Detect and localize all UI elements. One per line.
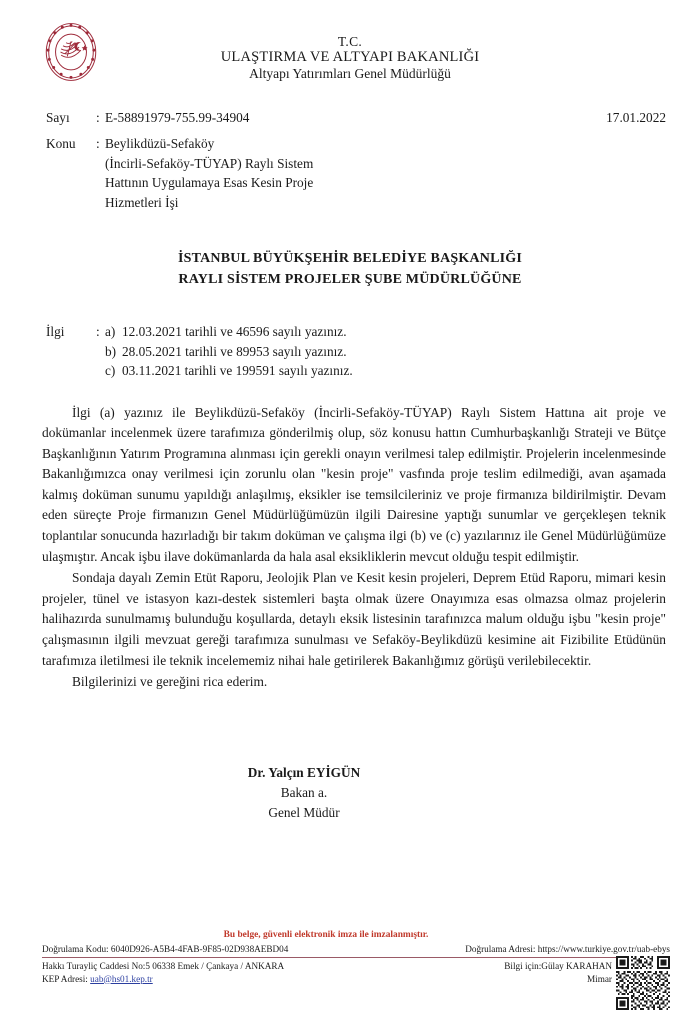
header-line-department: Altyapı Yatırımları Genel Müdürlüğü xyxy=(249,66,451,81)
signer-name: Dr. Yalçın EYİGÜN xyxy=(247,764,361,780)
ilgi-label: İlgi xyxy=(46,324,65,339)
verification-code-label: Doğrulama Kodu: xyxy=(42,943,109,954)
recipient-line-1: İSTANBUL BÜYÜKŞEHİR BELEDİYE BAŞKANLIĞI xyxy=(177,251,523,266)
office-address: Hakkı Turayliç Caddesi No:5 06338 Emek / Çankaya / ANKARA xyxy=(42,961,285,971)
ilgi-text-c: 03.11.2021 tarihli ve 199591 sayılı yazınız. xyxy=(122,363,353,378)
sayi-label: Sayı xyxy=(46,110,70,125)
contact-role: Mimar xyxy=(586,973,612,984)
ilgi-text-b: 28.05.2021 tarihli ve 89953 sayılı yazınız. xyxy=(122,343,347,359)
verification-address-value[interactable]: https://www.turkiye.gov.tr/uab-ebys xyxy=(537,943,670,954)
verification-row xyxy=(42,943,670,958)
footer-bottom-row xyxy=(42,960,670,1006)
konu-value xyxy=(105,134,666,212)
document-header xyxy=(0,0,700,92)
konu-label: Konu xyxy=(46,136,76,151)
document-meta xyxy=(0,108,700,212)
signer-title-1: Bakan a. xyxy=(280,784,328,800)
kep-address-link[interactable]: uab@hs01.kep.tr xyxy=(90,973,153,984)
ilgi-row-a xyxy=(46,322,666,342)
body-paragraph-2: Sondaja dayalı Zemin Etüt Raporu, Jeolojik Plan ve Kesit kesin projeleri, Deprem Etüd Raporu, mimari kesin projeler, tünel ve istasyon kazı-destek sistemleri başta olmak üzere Onayımıza esas olmazsa olmaz projelerin halihazırda sunulmamış bulunduğu koşullarda, detaylı eksik listesinin tarafınızca malum olduğu işbu "kesin proje" çalışmasının ilgili mevzuat gereği tarafımıza sunulması ve Sefaköy-Beylikdüzü kesimine ait Fizibilite Etüdünün tarafımıza iletilmesi ile teknik incelememiz nihai hale getirilerek Bakanlığımız görüşü verilebilecektir. xyxy=(42,570,666,668)
qr-code-icon xyxy=(616,956,670,1010)
ilgi-block xyxy=(0,322,700,381)
sayi-value: E-58891979-755.99-34904 xyxy=(105,110,250,125)
signer-title-2: Genel Müdür xyxy=(268,804,340,820)
ilgi-text-a: 12.03.2021 tarihli ve 46596 sayılı yazınız. xyxy=(122,324,347,339)
konu-line-3: Hattının Uygulamaya Esas Kesin Proje xyxy=(105,175,314,190)
konu-colon: : xyxy=(96,136,100,151)
sayi-colon: : xyxy=(96,110,100,125)
ilgi-marker-c: c) xyxy=(105,363,116,378)
electronic-signature-notice: Bu belge, güvenli elektronik imza ile imzalanmıştır. xyxy=(223,930,429,941)
konu-line-1: Beylikdüzü-Sefaköy xyxy=(105,136,215,151)
verification-address-group xyxy=(465,943,670,955)
konu-line-4: Hizmetleri İşi xyxy=(105,194,179,210)
document-body xyxy=(0,403,700,693)
sayi-row xyxy=(46,108,666,127)
ilgi-colon: : xyxy=(96,324,100,339)
contact-person: Bilgi için:Gülay KARAHAN xyxy=(504,961,612,971)
verification-address-label: Doğrulama Adresi: xyxy=(465,943,536,954)
recipient-line-2: RAYLI SİSTEM PROJELER ŞUBE MÜDÜRLÜĞÜNE xyxy=(178,272,522,287)
konu-line-2: (İncirli-Sefaköy-TÜYAP) Raylı Sistem xyxy=(105,155,314,171)
ilgi-marker-b: b) xyxy=(105,343,117,359)
footer-address-block xyxy=(42,960,284,985)
kep-label: KEP Adresi: xyxy=(42,973,88,984)
header-line-tc: T.C. xyxy=(337,34,363,49)
verification-code-value: 6040D926-A5B4-4FAB-9F85-02D938AEBD04 xyxy=(110,943,289,954)
ilgi-row-b xyxy=(46,342,666,362)
header-line-ministry: ULAŞTIRMA VE ALTYAPI BAKANLIĞI xyxy=(220,49,480,65)
ministry-title-block xyxy=(0,34,700,82)
body-paragraph-1: İlgi (a) yazınız ile Beylikdüzü-Sefaköy (İncirli-Sefaköy-TÜYAP) Raylı Sistem Hattına ait proje ve dokümanlar incelenmek üzere tarafımıza gönderilmiş olup, söz konusu hattın Cumhurbaşkanlığı Strateji ve Bütçe Başkanlığının Yatırım Programına alınması için gerekli onayın verilmesi talep edilmiştir. Projelerin incelenmesinde Bakanlığımızca onay verilmesi için zorunlu olan "kesin proje" vasfında proje teslim edilmediği, avan aşamada kalmış doküman sunumu yapıldığı anlaşılmış, eksikler ise temsilcileriniz ve proje firmanıza bildirilmiştir. Devam eden süreçte Proje firmanızın Genel Müdürlüğümüzün ilgili Dairesine yaptığı sunumlar ve gerçekleşen teknik toplantılar sonucunda hazırladığı bir takım doküman ve çalışma ilgi (b) ve (c) yazılarınız ile Genel Müdürlüğümüze ulaşmıştır. Ancak işbu ilave dokümanlarda da hala asal eksikliklerin mevcut olduğu tespit edilmiştir. xyxy=(42,404,666,564)
konu-row xyxy=(46,134,666,212)
body-paragraph-3: Bilgilerinizi ve gereğini rica ederim. xyxy=(72,674,268,690)
verification-code-group xyxy=(42,943,288,955)
document-footer xyxy=(0,929,700,1006)
recipient-block xyxy=(0,248,700,290)
ilgi-row-c xyxy=(46,361,666,381)
document-date: 17.01.2022 xyxy=(606,110,666,125)
signature-block xyxy=(0,763,700,823)
ilgi-marker-a: a) xyxy=(105,324,116,339)
kep-row xyxy=(42,973,284,986)
